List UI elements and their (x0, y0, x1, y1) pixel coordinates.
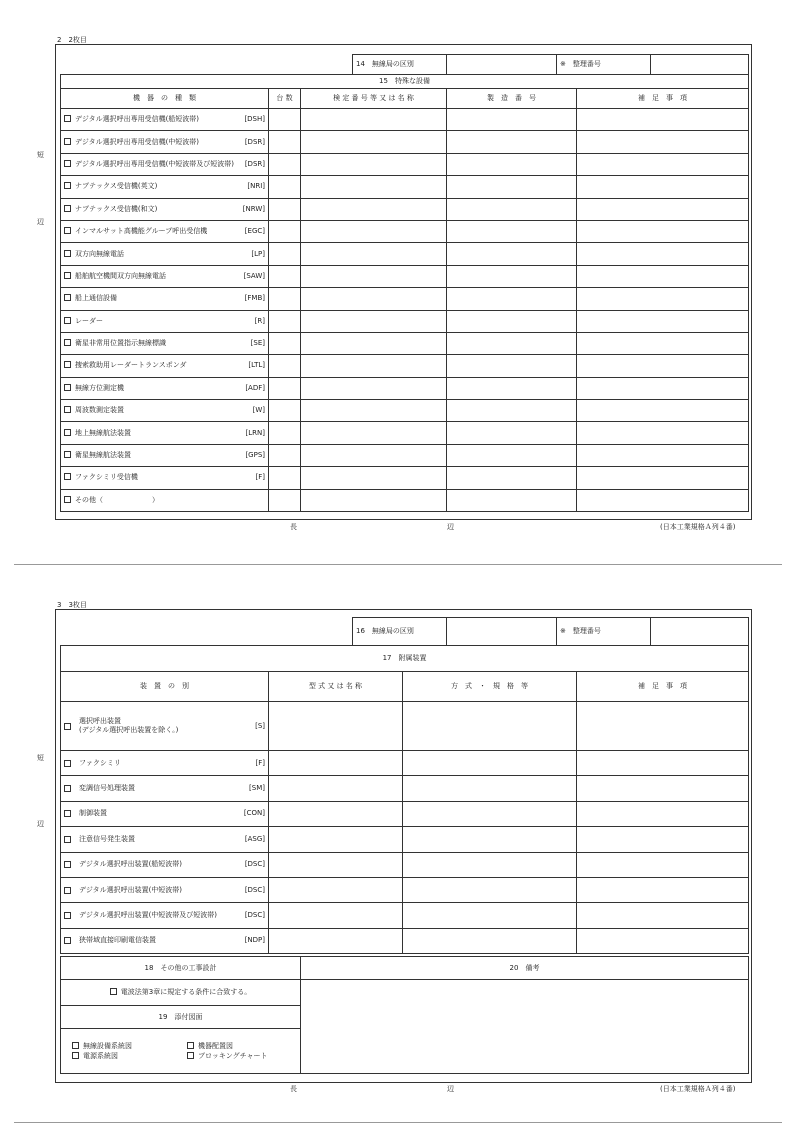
attached-title: 19 添付図面 (61, 1006, 301, 1029)
equipment-name: インマルサット高機能グループ呼出受信機 (75, 227, 208, 236)
spec-field[interactable] (403, 751, 577, 776)
cert-no-field[interactable] (301, 444, 447, 466)
attached-item[interactable] (72, 1052, 187, 1061)
page2-side-short: 短 (37, 151, 44, 159)
notes-field[interactable] (577, 265, 749, 287)
notes-field[interactable] (577, 422, 749, 444)
serial-field[interactable] (447, 109, 577, 131)
equipment-name-cell[interactable] (61, 176, 269, 198)
count-field[interactable] (269, 355, 301, 377)
equipment-name: 船上通信設備 (75, 294, 117, 303)
device-name-note: (デジタル選択呼出装置を除く。) (79, 726, 179, 734)
notes-field[interactable] (577, 852, 749, 877)
device-code: [DSC] (244, 860, 265, 869)
table-row (61, 422, 749, 444)
device-name-cell[interactable] (61, 702, 269, 751)
model-field[interactable] (269, 928, 403, 953)
notes-field[interactable] (577, 153, 749, 175)
page3-ref-no-field[interactable] (651, 618, 749, 646)
page2-col-type: 機 器 の 種 類 (61, 89, 269, 109)
other-design-text: 電波法第3章に規定する条件に合致する。 (120, 988, 252, 996)
page-divider-bottom (14, 1122, 782, 1123)
page2-col-serial: 製 造 番 号 (447, 89, 577, 109)
model-field[interactable] (269, 852, 403, 877)
spec-field[interactable] (403, 702, 577, 751)
cert-no-field[interactable] (301, 265, 447, 287)
equipment-code: [ADF] (245, 383, 265, 392)
page3-header-table (352, 617, 749, 646)
spec-field[interactable] (403, 776, 577, 801)
table-row (61, 400, 749, 422)
equipment-code: [W] (252, 406, 265, 415)
device-name-cell[interactable] (61, 852, 269, 877)
page2-section-title: 15 特殊な設備 (61, 75, 749, 89)
equipment-code: [EGC] (244, 227, 265, 236)
equipment-name-cell[interactable] (61, 422, 269, 444)
page3-station-class-field[interactable] (447, 618, 557, 646)
serial-field[interactable] (447, 422, 577, 444)
equipment-name-cell[interactable] (61, 355, 269, 377)
serial-field[interactable] (447, 377, 577, 399)
device-name: デジタル選択呼出装置(中短波帯及び短波帯) (79, 911, 218, 920)
table-row (61, 355, 749, 377)
equipment-name: ナブテックス受信機(英文) (75, 182, 158, 191)
page3-label: 3 3枚目 (57, 601, 87, 609)
equipment-name-cell[interactable] (61, 444, 269, 466)
attached-item[interactable] (187, 1052, 297, 1061)
equipment-name: デジタル選択呼出専用受信機(中短波帯及び短波帯) (75, 159, 235, 168)
device-name: 注意信号発生装置 (79, 834, 135, 843)
serial-field[interactable] (447, 288, 577, 310)
equipment-name-cell[interactable] (61, 332, 269, 354)
model-field[interactable] (269, 801, 403, 826)
checkbox-icon[interactable] (64, 429, 71, 436)
attached-item-label: 無線設備系統図 (83, 1041, 132, 1050)
equipment-name: 船舶航空機間双方向無線電話 (75, 271, 166, 280)
equipment-name-cell[interactable] (61, 220, 269, 242)
notes-field[interactable] (577, 109, 749, 131)
attached-item-label: 電源系統図 (83, 1051, 118, 1060)
notes-field[interactable] (577, 176, 749, 198)
page3-station-class-label: 16 無線局の区別 (353, 618, 447, 646)
attached-item[interactable] (72, 1042, 187, 1051)
attached-list (61, 1029, 301, 1074)
equipment-name: 捜索救助用レーダートランスポンダ (75, 361, 187, 370)
page3-bottom-table (60, 956, 749, 1074)
notes-field[interactable] (577, 198, 749, 220)
checkbox-icon[interactable] (64, 227, 71, 234)
equipment-code: [DSR] (244, 137, 265, 146)
device-name: 制御装置 (79, 809, 107, 818)
equipment-name-cell[interactable] (61, 467, 269, 489)
serial-field[interactable] (447, 176, 577, 198)
checkbox-icon[interactable] (64, 384, 71, 391)
attached-item[interactable] (187, 1042, 297, 1051)
device-name-cell[interactable] (61, 903, 269, 928)
checkbox-icon[interactable] (72, 1042, 79, 1049)
equipment-name: デジタル選択呼出専用受信機(中短波帯) (75, 137, 200, 146)
page2-ref-no-field[interactable] (651, 55, 749, 75)
page2-equipment-table (60, 74, 749, 512)
table-row (61, 827, 749, 852)
table-row (61, 288, 749, 310)
page3-col-notes: 補 足 事 項 (577, 672, 749, 702)
page2-col-cert-no: 検 定 番 号 等 又 は 名 称 (301, 89, 447, 109)
equipment-code: [LP] (251, 249, 265, 258)
device-name: 変調信号処理装置 (79, 784, 135, 793)
serial-field[interactable] (447, 198, 577, 220)
checkbox-icon[interactable] (64, 250, 71, 257)
page2-station-class-label: 14 無線局の区別 (353, 55, 447, 75)
notes-field[interactable] (577, 903, 749, 928)
equipment-name-cell[interactable] (61, 489, 269, 511)
table-row (61, 702, 749, 751)
device-name-cell[interactable] (61, 877, 269, 902)
serial-field[interactable] (447, 400, 577, 422)
equipment-code: [DSR] (244, 159, 265, 168)
notes-field[interactable] (577, 827, 749, 852)
spec-field[interactable] (403, 877, 577, 902)
device-code: [F] (255, 758, 265, 767)
count-field[interactable] (269, 243, 301, 265)
checkbox-icon[interactable] (64, 272, 71, 279)
device-name: 選択呼出装置 (79, 717, 121, 725)
device-name: デジタル選択呼出装置(中短波帯) (79, 885, 183, 894)
other-design-item[interactable] (61, 980, 301, 1006)
cert-no-field[interactable] (301, 131, 447, 153)
equipment-code: [FMB] (244, 294, 265, 303)
equipment-name: 衛星無線航法装置 (75, 451, 131, 460)
count-field[interactable] (269, 220, 301, 242)
device-name: ファクシミリ (79, 758, 121, 767)
table-row (61, 243, 749, 265)
cert-no-field[interactable] (301, 355, 447, 377)
other-design-title: 18 その他の工事設計 (61, 957, 301, 980)
equipment-name: 無線方位測定機 (75, 383, 124, 392)
notes-field[interactable] (577, 220, 749, 242)
table-row (61, 928, 749, 953)
page2-header-table (352, 54, 749, 75)
spec-field[interactable] (403, 827, 577, 852)
cert-no-field[interactable] (301, 489, 447, 511)
count-field[interactable] (269, 467, 301, 489)
device-code: [DSC] (244, 911, 265, 920)
cert-no-field[interactable] (301, 153, 447, 175)
cert-no-field[interactable] (301, 243, 447, 265)
cert-no-field[interactable] (301, 176, 447, 198)
notes-field[interactable] (577, 928, 749, 953)
serial-field[interactable] (447, 153, 577, 175)
device-code: [NDP] (244, 936, 265, 945)
cert-no-field[interactable] (301, 109, 447, 131)
cert-no-field[interactable] (301, 288, 447, 310)
device-name: デジタル選択呼出装置(船短波帯) (79, 860, 183, 869)
spec-field[interactable] (403, 903, 577, 928)
table-row (61, 198, 749, 220)
checkbox-icon[interactable] (64, 836, 71, 843)
model-field[interactable] (269, 776, 403, 801)
device-code: [DSC] (244, 885, 265, 894)
equipment-name-cell[interactable] (61, 400, 269, 422)
page3-bottom-edge: 辺 (447, 1085, 454, 1093)
count-field[interactable] (269, 377, 301, 399)
serial-field[interactable] (447, 243, 577, 265)
equipment-name-cell[interactable] (61, 109, 269, 131)
spec-field[interactable] (403, 852, 577, 877)
serial-field[interactable] (447, 310, 577, 332)
spec-field[interactable] (403, 928, 577, 953)
serial-field[interactable] (447, 467, 577, 489)
page-divider (14, 564, 782, 565)
equipment-code: [GPS] (245, 451, 265, 460)
checkbox-icon[interactable] (64, 912, 71, 919)
table-row (61, 332, 749, 354)
table-row (61, 265, 749, 287)
page3-col-device: 装 置 の 別 (61, 672, 269, 702)
serial-field[interactable] (447, 355, 577, 377)
notes-field[interactable] (577, 877, 749, 902)
device-name-cell[interactable] (61, 928, 269, 953)
table-row (61, 776, 749, 801)
cert-no-field[interactable] (301, 310, 447, 332)
serial-field[interactable] (447, 444, 577, 466)
checkbox-icon[interactable] (187, 1042, 194, 1049)
table-row (61, 109, 749, 131)
equipment-name: レーダー (75, 316, 103, 325)
model-field[interactable] (269, 877, 403, 902)
equipment-name-cell[interactable] (61, 265, 269, 287)
count-field[interactable] (269, 422, 301, 444)
table-row (61, 852, 749, 877)
checkbox-icon[interactable] (64, 115, 71, 122)
serial-field[interactable] (447, 131, 577, 153)
page2-standard-note: (日本工業規格Ａ列４番) (660, 523, 736, 531)
notes-field[interactable] (577, 131, 749, 153)
page3-bottom-long: 長 (290, 1085, 297, 1093)
notes-field[interactable] (577, 243, 749, 265)
checkbox-icon[interactable] (187, 1052, 194, 1059)
checkbox-icon[interactable] (64, 861, 71, 868)
checkbox-icon[interactable] (64, 496, 71, 503)
equipment-name-cell[interactable] (61, 288, 269, 310)
device-code: [S] (255, 721, 265, 730)
equipment-name: デジタル選択呼出専用受信機(船短波帯) (75, 115, 200, 124)
notes-field[interactable] (577, 467, 749, 489)
checkbox-icon[interactable] (64, 451, 71, 458)
page2-bottom-edge: 辺 (447, 523, 454, 531)
notes-field[interactable] (577, 310, 749, 332)
checkbox-icon[interactable] (64, 205, 71, 212)
equipment-name: ファクシミリ受信機 (75, 473, 138, 482)
checkbox-icon[interactable] (64, 406, 71, 413)
notes-field[interactable] (577, 489, 749, 511)
equipment-name-cell[interactable] (61, 310, 269, 332)
checkbox-icon[interactable] (64, 317, 71, 324)
device-name-cell[interactable] (61, 776, 269, 801)
equipment-name-cell[interactable] (61, 377, 269, 399)
checkbox-icon[interactable] (64, 785, 71, 792)
device-code: [ASG] (244, 834, 265, 843)
page2-ref-no-label: ※ 整理番号 (557, 55, 651, 75)
model-field[interactable] (269, 751, 403, 776)
checkbox-icon[interactable] (64, 760, 71, 767)
device-name-cell[interactable] (61, 827, 269, 852)
page3-side-edge: 辺 (37, 820, 44, 828)
equipment-code: [NRI] (247, 182, 265, 191)
count-field[interactable] (269, 288, 301, 310)
equipment-code: [LRN] (245, 428, 265, 437)
checkbox-icon[interactable] (64, 810, 71, 817)
serial-field[interactable] (447, 220, 577, 242)
table-row (61, 153, 749, 175)
equipment-code: [NRW] (242, 204, 265, 213)
cert-no-field[interactable] (301, 198, 447, 220)
page2-station-class-field[interactable] (447, 55, 557, 75)
checkbox-icon[interactable] (64, 138, 71, 145)
cert-no-field[interactable] (301, 400, 447, 422)
table-row (61, 489, 749, 511)
equipment-code: [SAW] (243, 271, 265, 280)
page3-col-model: 型 式 又 は 名 称 (269, 672, 403, 702)
cert-no-field[interactable] (301, 422, 447, 444)
checkbox-icon[interactable] (64, 723, 71, 730)
model-field[interactable] (269, 903, 403, 928)
page2-col-notes: 補 足 事 項 (577, 89, 749, 109)
count-field[interactable] (269, 332, 301, 354)
count-field[interactable] (269, 131, 301, 153)
table-row (61, 220, 749, 242)
device-name-cell[interactable] (61, 751, 269, 776)
notes-field[interactable] (577, 377, 749, 399)
equipment-name: その他（ ） (75, 495, 159, 504)
page2-label: 2 2枚目 (57, 36, 87, 44)
cert-no-field[interactable] (301, 377, 447, 399)
cert-no-field[interactable] (301, 467, 447, 489)
checkbox-icon[interactable] (64, 473, 71, 480)
count-field[interactable] (269, 265, 301, 287)
notes-field[interactable] (577, 288, 749, 310)
table-row (61, 176, 749, 198)
equipment-code: [R] (254, 316, 265, 325)
remarks-title: 20 備考 (301, 957, 749, 980)
checkbox-icon[interactable] (64, 182, 71, 189)
equipment-code: [DSH] (244, 115, 265, 124)
equipment-name: 双方向無線電話 (75, 249, 124, 258)
equipment-name: 周波数測定装置 (75, 406, 124, 415)
notes-field[interactable] (577, 776, 749, 801)
device-name-cell[interactable] (61, 801, 269, 826)
equipment-name-cell[interactable] (61, 131, 269, 153)
checkbox-icon[interactable] (72, 1052, 79, 1059)
table-row (61, 377, 749, 399)
checkbox-icon[interactable] (64, 339, 71, 346)
table-row (61, 444, 749, 466)
count-field[interactable] (269, 153, 301, 175)
checkbox-icon[interactable] (64, 361, 71, 368)
table-row (61, 903, 749, 928)
equipment-code: [LTL] (248, 361, 265, 370)
equipment-name-cell[interactable] (61, 153, 269, 175)
checkbox-icon[interactable] (64, 887, 71, 894)
table-row (61, 131, 749, 153)
equipment-name: 衛星非常用位置指示無線標識 (75, 339, 166, 348)
page3-device-table (60, 645, 749, 954)
cert-no-field[interactable] (301, 332, 447, 354)
page3-col-spec: 方 式 ・ 規 格 等 (403, 672, 577, 702)
count-field[interactable] (269, 176, 301, 198)
model-field[interactable] (269, 827, 403, 852)
spec-field[interactable] (403, 801, 577, 826)
table-row (61, 467, 749, 489)
count-field[interactable] (269, 400, 301, 422)
equipment-code: [SE] (250, 339, 265, 348)
notes-field[interactable] (577, 702, 749, 751)
notes-field[interactable] (577, 355, 749, 377)
page3-standard-note: (日本工業規格Ａ列４番) (660, 1085, 736, 1093)
count-field[interactable] (269, 444, 301, 466)
notes-field[interactable] (577, 444, 749, 466)
notes-field[interactable] (577, 332, 749, 354)
attached-item-label: ブロッキングチャート (198, 1051, 268, 1060)
serial-field[interactable] (447, 332, 577, 354)
device-code: [SM] (249, 784, 265, 793)
equipment-name: 地上無線航法装置 (75, 428, 131, 437)
device-name: 狭帯域直接印刷電信装置 (79, 936, 156, 945)
page3-section-title: 17 附属装置 (61, 646, 749, 672)
serial-field[interactable] (447, 489, 577, 511)
equipment-code: [F] (255, 473, 265, 482)
checkbox-icon[interactable] (64, 160, 71, 167)
page3-side-short: 短 (37, 754, 44, 762)
equipment-name: ナブテックス受信機(和文) (75, 204, 158, 213)
equipment-name-cell[interactable] (61, 243, 269, 265)
count-field[interactable] (269, 109, 301, 131)
page2-side-edge: 辺 (37, 218, 44, 226)
table-row (61, 801, 749, 826)
cert-no-field[interactable] (301, 220, 447, 242)
remarks-field[interactable] (301, 980, 749, 1074)
page2-bottom-long: 長 (290, 523, 297, 531)
table-row (61, 310, 749, 332)
table-row (61, 877, 749, 902)
count-field[interactable] (269, 198, 301, 220)
equipment-name-cell[interactable] (61, 198, 269, 220)
checkbox-icon[interactable] (64, 294, 71, 301)
page2-col-count: 台 数 (269, 89, 301, 109)
count-field[interactable] (269, 489, 301, 511)
notes-field[interactable] (577, 751, 749, 776)
table-row (61, 751, 749, 776)
notes-field[interactable] (577, 801, 749, 826)
serial-field[interactable] (447, 265, 577, 287)
checkbox-icon[interactable] (110, 988, 117, 995)
model-field[interactable] (269, 702, 403, 751)
count-field[interactable] (269, 310, 301, 332)
device-code: [CON] (243, 809, 265, 818)
page3-ref-no-label: ※ 整理番号 (557, 618, 651, 646)
notes-field[interactable] (577, 400, 749, 422)
checkbox-icon[interactable] (64, 937, 71, 944)
attached-item-label: 機器配置図 (198, 1041, 233, 1050)
